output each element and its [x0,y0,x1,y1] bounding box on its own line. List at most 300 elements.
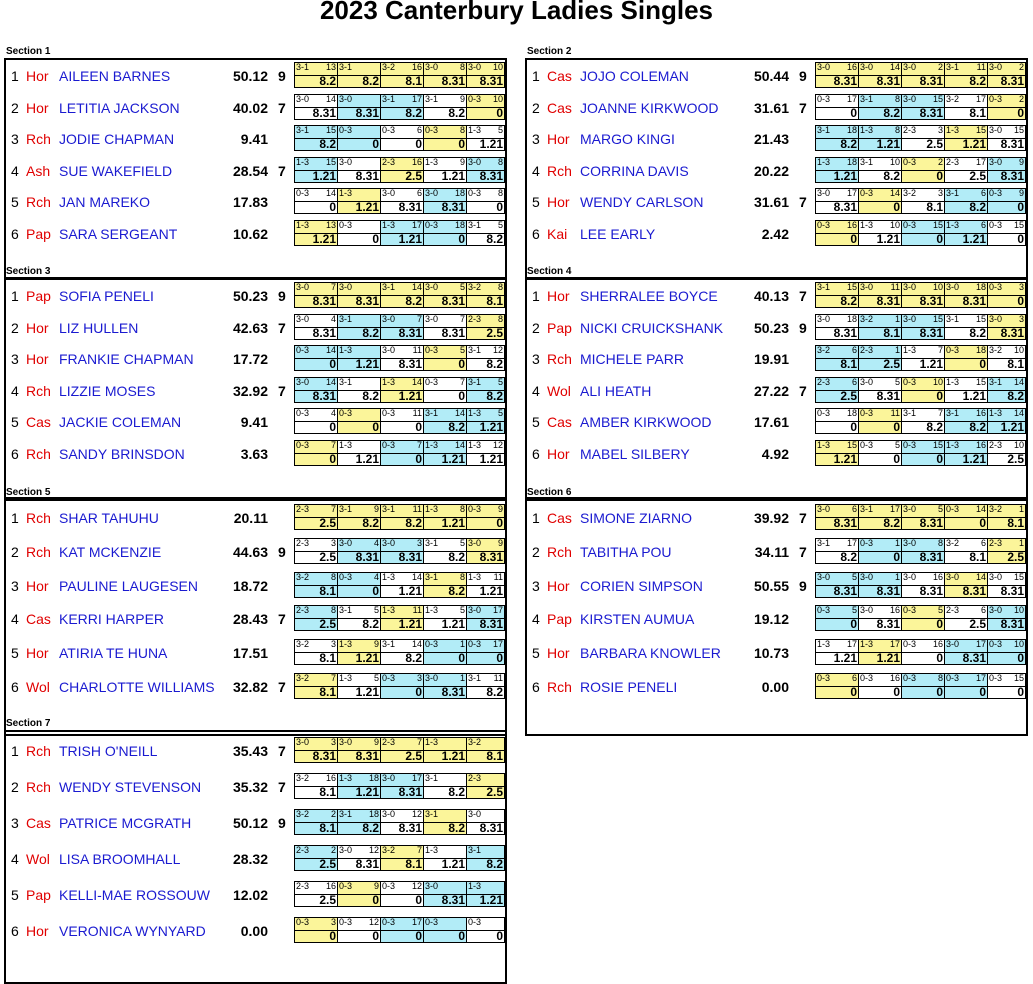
game-cell [466,345,505,371]
player-row[interactable] [6,773,505,799]
page-title: 2023 Canterbury Ladies Singles [319,0,714,25]
game-score: 2-3 [468,773,482,783]
game-position: 15 [846,439,857,450]
game-score: 3-0 [860,571,874,582]
game-cell [987,538,1026,564]
section-label: Section 4 [527,266,572,277]
game-position: 1 [894,537,900,548]
section-table [4,278,507,499]
player-row[interactable] [6,737,505,763]
game-points: 2.5 [319,617,336,632]
game-cell [337,125,381,151]
games-grid [294,345,505,371]
game-cell [858,538,902,564]
game-cell [294,94,338,120]
game-score: 0-3 [296,188,310,198]
game-cell [944,157,988,183]
game-cell [815,282,859,308]
game-points: 8.31 [833,583,857,598]
player-row[interactable] [6,845,505,871]
player-row[interactable] [527,314,1026,340]
game-score: 0-3 [296,408,310,418]
player-grade: 7 [278,679,286,695]
game-score: 3-2 [382,62,396,72]
game-score: 3-1 [946,408,960,418]
player-row[interactable] [6,377,505,403]
game-position: 17 [889,504,900,514]
game-score: 0-3 [860,439,874,450]
player-row[interactable] [527,157,1026,183]
player-name: SOFIA PENELI [59,288,154,304]
game-score: 1-3 [339,345,353,355]
game-points: 2.5 [969,617,986,632]
games-grid [294,504,505,530]
player-name: KIRSTEN AUMUA [580,611,695,628]
game-position: 16 [889,605,900,616]
game-score: 0-3 [903,605,917,616]
games-grid [294,188,505,214]
player-row[interactable] [527,220,1026,246]
player-row[interactable] [527,538,1026,564]
game-position: 11 [493,571,503,582]
game-score: 3-0 [468,156,482,167]
player-row[interactable] [527,572,1026,598]
game-points: 8.31 [962,583,986,598]
game-cell [380,845,424,871]
game-points: 0 [458,929,465,943]
game-cell [815,639,859,665]
game-cell [466,572,505,598]
game-points: 8.31 [876,388,900,403]
game-score: 3-1 [817,125,831,135]
game-score: 1-3 [468,408,482,418]
club-code: Hor [26,99,49,116]
game-score: 3-0 [296,282,310,292]
game-points: 2.5 [926,137,943,151]
game-score: 3-0 [468,605,482,616]
game-position: 5 [373,673,379,683]
player-grade: 9 [799,68,807,84]
club-code: Rch [547,543,572,560]
game-points: 8.1 [486,294,503,308]
game-score: 1-3 [382,571,396,582]
player-name: JAN MAREKO [59,194,151,210]
game-points: 8.31 [398,325,422,340]
games-grid [815,440,1026,466]
game-cell [423,538,467,564]
game-position: 8 [330,605,336,616]
game-cell [294,504,338,530]
game-points: 8.31 [355,168,379,183]
game-score: 2-3 [296,881,310,891]
game-position: 11 [412,605,422,616]
game-score: 2-3 [903,125,917,135]
player-row[interactable] [6,62,505,88]
game-points: 8.2 [362,325,379,340]
game-position: 6 [416,125,422,135]
player-row[interactable] [6,314,505,340]
game-score: 0-3 [296,345,310,355]
game-score: 3-0 [425,62,439,72]
game-points: 0 [496,200,503,214]
game-points: 8.2 [362,617,379,632]
game-score: 3-0 [817,62,831,72]
game-position: 6 [851,673,857,683]
game-cell [901,125,945,151]
game-points: 8.1 [405,74,422,88]
game-cell [815,125,859,151]
game-score: 0-3 [425,376,439,387]
game-cell [337,504,381,530]
game-cell [858,282,902,308]
game-cell [858,125,902,151]
game-cell [337,408,381,434]
player-row[interactable] [6,605,505,631]
game-position: 11 [412,504,422,514]
game-score: 2-3 [296,845,310,855]
club-code: Hor [547,288,570,304]
game-score: 0-3 [989,282,1003,292]
game-points: 8.31 [312,325,336,340]
club-code: Wol [547,382,571,399]
games-grid [815,408,1026,434]
player-row[interactable] [6,572,505,598]
game-score: 3-0 [817,504,831,514]
game-position: 7 [416,313,422,324]
game-cell [423,408,467,434]
game-cell [337,188,381,214]
game-points: 2.5 [969,168,986,183]
player-row[interactable] [527,440,1026,466]
game-cell [337,62,381,88]
game-cell [337,605,381,631]
game-position: 6 [851,504,857,514]
player-name: ALI HEATH [580,382,652,399]
player-grade: 7 [278,611,286,628]
game-cell [337,157,381,183]
game-points: 0 [936,231,943,246]
game-cell [858,157,902,183]
game-points: 8.2 [319,74,336,88]
game-position: 17 [975,639,986,650]
game-position: 15 [1013,673,1024,683]
game-points: 8.31 [833,516,857,530]
game-position: 17 [411,219,422,230]
player-name: CORRINA DAVIS [580,162,689,179]
game-points: 1.21 [479,420,503,434]
game-cell [380,94,424,120]
player-number: 5 [532,414,540,430]
player-number: 2 [532,543,540,560]
game-points: 8.31 [441,74,465,88]
player-row[interactable] [527,282,1026,308]
game-points: 2.5 [840,388,857,403]
game-cell [815,377,859,403]
player-row[interactable] [6,673,505,699]
club-code: Ash [26,162,51,179]
player-rating: 50.23 [753,319,789,336]
player-row[interactable] [6,538,505,564]
game-cell [815,605,859,631]
game-points: 8.31 [441,325,465,340]
game-score: 0-3 [339,917,353,927]
game-points: 0 [329,929,336,943]
game-cell [858,504,902,530]
player-number: 1 [11,743,19,759]
game-position: 17 [411,773,422,783]
game-score: 3-1 [468,345,482,355]
game-score: 3-0 [903,282,917,292]
game-points: 8.2 [840,549,857,564]
game-position: 10 [1013,605,1024,616]
game-cell [423,220,467,246]
game-cell [858,220,902,246]
game-position: 15 [1013,219,1024,230]
game-score: 0-3 [339,571,353,582]
game-points: 8.31 [355,294,379,308]
game-points: 8.2 [362,74,379,88]
club-code: Hor [26,577,49,594]
player-name: SHAR TAHUHU [59,510,159,526]
game-cell [858,377,902,403]
player-row[interactable] [6,809,505,835]
game-score: 3-0 [382,313,396,324]
game-points: 1.21 [479,583,503,598]
player-row[interactable] [6,220,505,246]
game-position: 10 [932,376,943,387]
game-score: 1-3 [860,219,874,230]
game-cell [337,94,381,120]
game-position: 12 [492,439,503,450]
player-name: PATRICE MCGRATH [59,815,192,831]
game-cell [423,314,467,340]
player-name: SARA SERGEANT [59,225,178,242]
game-cell [901,673,945,699]
game-cell [294,737,338,763]
player-number: 2 [532,319,540,336]
player-row[interactable] [6,157,505,183]
game-cell [294,881,338,907]
player-row[interactable] [6,881,505,907]
game-position: 1 [1018,504,1024,514]
player-number: 5 [532,194,540,210]
player-name: VERONICA WYNYARD [59,923,206,939]
game-position: 14 [975,504,986,514]
player-row[interactable] [527,605,1026,631]
game-points: 1.21 [876,651,900,666]
player-number: 4 [11,382,19,399]
games-grid [294,605,505,631]
player-row[interactable] [527,673,1026,699]
player-grade: 7 [278,319,286,336]
game-cell [987,314,1026,340]
games-grid [294,917,505,943]
player-rating: 42.63 [232,319,268,336]
player-row[interactable] [527,125,1026,151]
club-code: Wol [26,679,50,695]
game-points: 8.2 [840,294,857,308]
game-cell [466,845,505,871]
game-position: 16 [411,62,422,72]
player-row[interactable] [527,345,1026,371]
game-score: 3-1 [425,537,439,548]
player-row[interactable] [6,440,505,466]
game-points: 8.2 [486,231,503,246]
player-grade: 7 [278,162,286,179]
game-position: 7 [330,439,336,450]
player-row[interactable] [527,504,1026,530]
game-position: 15 [932,313,943,324]
game-score: 3-0 [296,313,310,324]
game-cell [380,282,424,308]
game-cell [294,440,338,466]
game-position: 12 [411,809,422,819]
player-name: KERRI HARPER [59,611,165,628]
game-points: 0 [496,929,503,943]
game-cell [466,62,505,88]
club-code: Pap [547,319,572,336]
game-position: 5 [497,376,503,387]
player-row[interactable] [6,917,505,943]
game-position: 7 [330,673,336,683]
player-row[interactable] [527,377,1026,403]
game-position: 17 [889,639,900,650]
game-points: 1.21 [398,231,422,246]
player-name: CORIEN SIMPSON [580,577,703,594]
game-cell [815,188,859,214]
game-cell [423,188,467,214]
player-row[interactable] [527,408,1026,434]
game-points: 1.21 [833,168,857,183]
game-position: 7 [330,282,336,292]
game-cell [337,538,381,564]
player-rating: 40.02 [232,99,268,116]
game-cell [466,188,505,214]
game-cell [294,605,338,631]
player-row[interactable] [6,639,505,665]
games-grid [815,220,1026,246]
game-cell [294,809,338,835]
game-score: 3-0 [296,93,310,104]
player-row[interactable] [527,94,1026,120]
game-score: 3-1 [425,93,439,104]
game-score: 3-1 [425,809,439,819]
player-row[interactable] [6,504,505,530]
game-cell [466,408,505,434]
player-row[interactable] [6,125,505,151]
game-score: 3-0 [339,156,353,167]
player-grade: 7 [278,743,286,759]
game-score: 1-3 [425,439,439,450]
game-position: 9 [373,737,379,747]
game-score: 0-3 [296,439,310,450]
game-score: 0-3 [468,504,482,514]
game-position: 8 [497,313,503,324]
player-row[interactable] [6,408,505,434]
game-points: 8.2 [486,388,503,403]
game-points: 8.31 [876,74,900,88]
club-code: Pap [26,288,51,304]
game-points: 0 [415,893,422,907]
game-score: 0-3 [425,125,439,135]
game-score: 3-0 [817,571,831,582]
game-cell [423,282,467,308]
game-position: 15 [325,156,336,167]
player-row[interactable] [527,62,1026,88]
games-grid [294,673,505,699]
games-grid [294,314,505,340]
game-points: 8.31 [441,294,465,308]
player-row[interactable] [6,282,505,308]
game-points: 0 [458,388,465,403]
game-cell [423,639,467,665]
game-position: 18 [975,345,986,355]
game-position: 1 [894,313,900,324]
game-points: 0 [329,357,336,371]
game-points: 0 [458,137,465,151]
game-score: 0-3 [903,219,917,230]
player-row[interactable] [527,639,1026,665]
player-number: 6 [11,923,19,939]
player-name: KELLI-MAE ROSSOUW [59,887,210,903]
game-cell [294,157,338,183]
game-score: 0-3 [425,219,439,230]
game-position: 17 [975,93,986,104]
game-score: 3-2 [296,673,310,683]
player-rating: 32.92 [232,382,268,399]
player-name: JACKIE COLEMAN [59,414,182,430]
game-cell [815,157,859,183]
game-position: 3 [330,737,336,747]
game-position: 15 [932,439,943,450]
player-row[interactable] [527,188,1026,214]
game-position: 8 [937,537,943,548]
game-cell [815,62,859,88]
game-cell [337,809,381,835]
game-cell [901,157,945,183]
game-cell [901,220,945,246]
game-position: 10 [1013,345,1024,355]
player-row[interactable] [6,188,505,214]
game-score: 3-1 [339,62,353,72]
player-number: 4 [11,851,19,867]
game-points: 0 [496,105,503,120]
game-points: 0 [850,231,857,246]
game-score: 0-3 [817,408,831,418]
game-points: 8.31 [833,200,857,214]
club-code: Hor [26,923,49,939]
player-row[interactable] [6,345,505,371]
club-code: Cas [26,414,51,430]
game-cell [294,314,338,340]
game-score: 3-0 [860,376,874,387]
game-score: 1-3 [817,156,831,167]
game-score: 3-0 [903,537,917,548]
game-position: 16 [325,881,336,891]
game-score: 3-1 [425,571,439,582]
player-grade: 7 [278,99,286,116]
game-cell [901,282,945,308]
game-cell [815,673,859,699]
game-cell [901,572,945,598]
game-position: 16 [889,673,900,683]
game-cell [380,220,424,246]
player-row[interactable] [6,94,505,120]
game-score: 0-3 [296,917,310,927]
game-points: 8.31 [833,325,857,340]
game-score: 3-0 [817,188,831,198]
game-score: 3-0 [989,313,1003,324]
